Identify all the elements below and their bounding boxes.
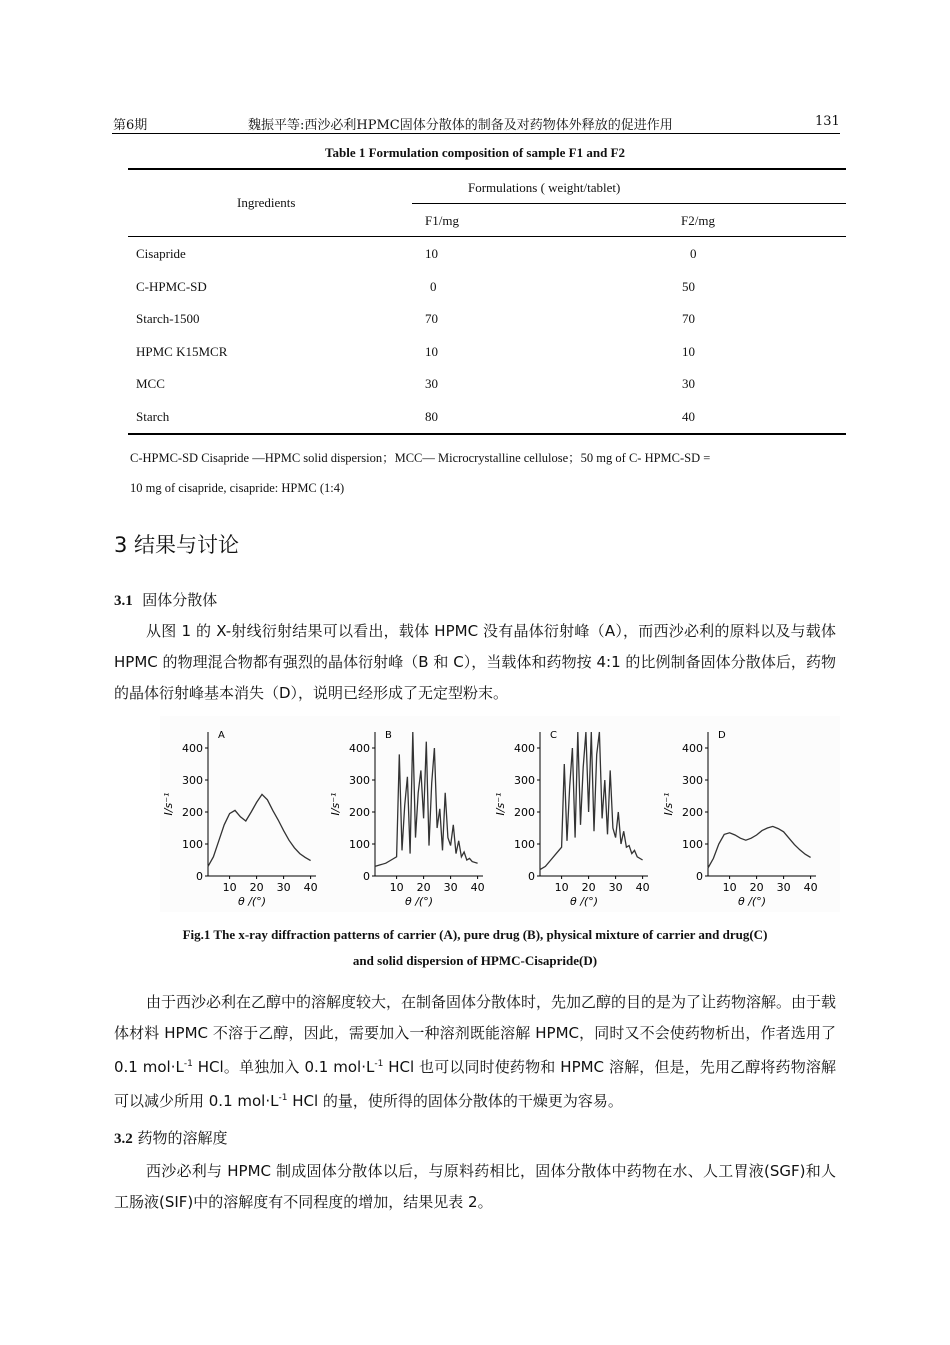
y-tick-label: 0 xyxy=(196,870,203,883)
table-cell-f1: 10 xyxy=(425,344,438,359)
x-axis-label: θ /(°) xyxy=(404,895,434,908)
table-caption: Table 1 Formulation composition of sample F1 and F2 xyxy=(325,145,625,160)
paragraph-text: 从图 1 的 X-射线衍射结果可以看出，载体 HPMC 没有晶体衍射峰（A），而西沙必利的原料以及与载体 HPMC 的物理混合物都有强烈的晶体衍射峰（B 和 C），当载体和药物按 4:1 的比例制备固体分散体后，药物的晶体衍射峰基本消失（D），说明已经形成了无定型粉末。 xyxy=(114,622,836,702)
y-tick-label: 0 xyxy=(528,870,535,883)
paragraph-text xyxy=(114,987,836,1117)
y-tick-label: 100 xyxy=(682,838,703,851)
y-tick-label: 100 xyxy=(349,838,370,851)
x-tick-label: 30 xyxy=(276,881,291,894)
panel-label: D xyxy=(718,730,726,741)
y-axis-label: I/s⁻¹ xyxy=(662,792,675,816)
x-axis-label: θ /(°) xyxy=(237,895,267,908)
table-cell-f2: 70 xyxy=(682,311,695,326)
y-tick-label: 0 xyxy=(696,870,703,883)
table-footnote-line1: C-HPMC-SD Cisapride —HPMC solid dispersion；MCC— Microcrystalline cellulose；50 mg of C- HPMC-SD = xyxy=(130,451,711,465)
y-axis-label: I/s⁻¹ xyxy=(494,792,507,816)
y-tick-label: 200 xyxy=(349,806,370,819)
header-rule xyxy=(112,133,840,134)
paragraph-text-part: HCl 的量，使所得的固体分散体的干燥更为容易。 xyxy=(287,1092,623,1110)
x-tick-label: 40 xyxy=(470,881,485,894)
subsection-number: 3.2 xyxy=(114,1131,133,1147)
table-header-ingredients: Ingredients xyxy=(237,195,296,210)
table-cell-ingredient: C-HPMC-SD xyxy=(136,279,207,294)
y-tick-label: 400 xyxy=(349,742,370,755)
table-cell-f1: 30 xyxy=(425,376,438,391)
paragraph-text-part: HCl 也可以同时使药物和 HPMC 溶解，但是，先用乙醇将药物溶解可以减少所用 0.1 mol·L xyxy=(114,1058,836,1110)
running-header-issue: 第6期 xyxy=(113,118,148,133)
table-cell-ingredient: Cisapride xyxy=(136,246,186,261)
x-axis-label: θ /(°) xyxy=(737,895,767,908)
x-tick-label: 40 xyxy=(303,881,318,894)
table-cell-f1: 10 xyxy=(425,246,438,261)
running-header-title: 魏振平等:西沙必利HPMC固体分散体的制备及对药物体外释放的促进作用 xyxy=(248,118,673,133)
superscript: -1 xyxy=(183,1059,193,1069)
subsection-heading-3-2 xyxy=(114,1127,228,1148)
paragraph-solvent xyxy=(114,987,836,1117)
y-tick-label: 0 xyxy=(363,870,370,883)
y-tick-label: 100 xyxy=(514,838,535,851)
y-axis-label: I/s⁻¹ xyxy=(329,792,342,816)
table-cell-f2: 0 xyxy=(690,246,697,261)
y-tick-label: 400 xyxy=(514,742,535,755)
x-axis-label: θ /(°) xyxy=(569,895,599,908)
y-tick-label: 200 xyxy=(682,806,703,819)
subsection-number: 3.1 xyxy=(114,593,133,609)
table-header-rule xyxy=(128,236,846,237)
y-tick-label: 200 xyxy=(514,806,535,819)
y-tick-label: 300 xyxy=(349,774,370,787)
paragraph-text-part: 由于西沙必利在乙醇中的溶解度较大，在制备固体分散体时，先加乙醇的目的是为了让药物溶解。由于载体材料 HPMC 不溶于乙醇，因此，需要加入一种溶剂既能溶解 HPMC，同时又不会使药物析出，作者选用了 0.1 mol·L xyxy=(114,993,837,1076)
x-tick-label: 20 xyxy=(581,881,596,894)
table-cell-ingredient: Starch-1500 xyxy=(136,311,200,326)
table-top-rule xyxy=(128,168,846,170)
x-tick-label: 30 xyxy=(443,881,458,894)
x-tick-label: 10 xyxy=(222,881,237,894)
table-cell-f2: 10 xyxy=(682,344,695,359)
table-cell-ingredient: Starch xyxy=(136,409,170,424)
y-axis-label: I/s⁻¹ xyxy=(162,792,175,816)
x-tick-label: 40 xyxy=(803,881,818,894)
table-header-formulations: Formulations ( weight/tablet) xyxy=(468,180,621,195)
x-tick-label: 20 xyxy=(749,881,764,894)
figure-caption-line1: Fig.1 The x-ray diffraction patterns of carrier (A), pure drug (B), physical mixture of carrier and drug(C) xyxy=(182,927,768,942)
table-bottom-rule xyxy=(128,433,846,435)
x-tick-label: 30 xyxy=(776,881,791,894)
subsection-title: 药物的溶解度 xyxy=(137,1129,228,1147)
superscript: -1 xyxy=(374,1059,384,1069)
x-tick-label: 40 xyxy=(635,881,650,894)
x-tick-label: 30 xyxy=(608,881,623,894)
x-tick-label: 10 xyxy=(722,881,737,894)
table-cell-ingredient: HPMC K15MCR xyxy=(136,344,228,359)
table-cell-f1: 0 xyxy=(430,279,437,294)
page-number: 131 xyxy=(815,114,840,129)
paragraph-text: 西沙必利与 HPMC 制成固体分散体以后，与原料药相比，固体分散体中药物在水、人工胃液(SGF)和人工肠液(SIF)中的溶解度有不同程度的增加，结果见表 2。 xyxy=(114,1162,836,1211)
x-tick-label: 10 xyxy=(554,881,569,894)
table-cell-f1: 70 xyxy=(425,311,438,326)
table-cell-f2: 50 xyxy=(682,279,695,294)
section-heading: 3 结果与讨论 xyxy=(114,533,240,557)
table-header-f2: F2/mg xyxy=(681,213,715,228)
table-footnote-line2: 10 mg of cisapride, cisapride: HPMC (1:4) xyxy=(130,481,345,495)
panel-label: A xyxy=(218,730,225,741)
table-cell-ingredient: MCC xyxy=(136,376,165,391)
y-tick-label: 200 xyxy=(182,806,203,819)
x-tick-label: 10 xyxy=(389,881,404,894)
superscript: -1 xyxy=(278,1093,288,1103)
y-tick-label: 300 xyxy=(682,774,703,787)
paragraph-xrd xyxy=(114,616,836,709)
subsection-heading-3-1 xyxy=(114,589,217,610)
y-tick-label: 400 xyxy=(682,742,703,755)
table-cell-f2: 40 xyxy=(682,409,695,424)
table-cell-f2: 30 xyxy=(682,376,695,391)
y-tick-label: 400 xyxy=(182,742,203,755)
panel-label: B xyxy=(385,730,392,741)
x-tick-label: 20 xyxy=(416,881,431,894)
figure-caption-line2: and solid dispersion of HPMC-Cisapride(D) xyxy=(352,953,598,968)
panel-label: C xyxy=(550,730,557,741)
subsection-title: 固体分散体 xyxy=(142,591,218,609)
y-tick-label: 300 xyxy=(182,774,203,787)
x-tick-label: 20 xyxy=(249,881,264,894)
paragraph-solubility xyxy=(114,1156,836,1218)
paragraph-text-part: HCl。单独加入 0.1 mol·L xyxy=(192,1058,375,1076)
table-header-f1: F1/mg xyxy=(425,213,459,228)
y-tick-label: 300 xyxy=(514,774,535,787)
xrd-figure xyxy=(160,716,840,912)
table-sub-rule xyxy=(412,203,846,204)
table-cell-f1: 80 xyxy=(425,409,438,424)
y-tick-label: 100 xyxy=(182,838,203,851)
